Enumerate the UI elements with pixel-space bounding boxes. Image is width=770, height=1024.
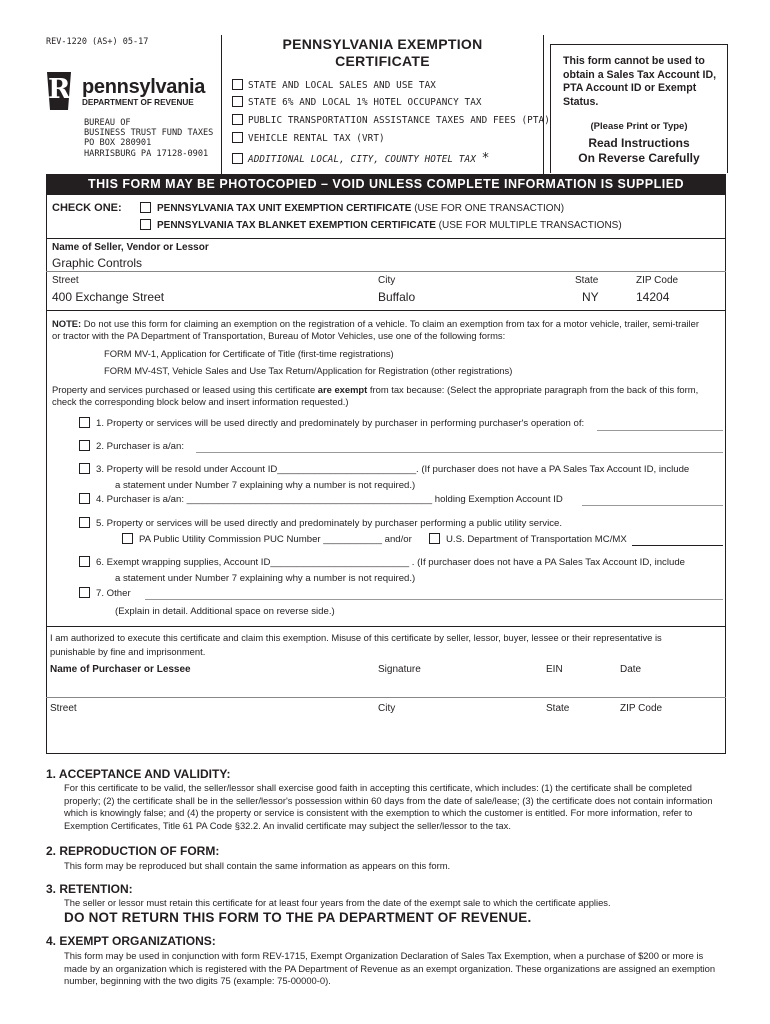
checkbox[interactable] <box>232 153 243 164</box>
reason-1-field[interactable] <box>597 430 723 431</box>
notice-warning: This form cannot be used to obtain a Sales Tax Account ID, PTA Account ID or Exempt Status. <box>563 55 717 108</box>
reason-6[interactable]: 6. Exempt wrapping supplies, Account ID__________________________ . (If purchaser does not have a PA Sales Tax Account ID, include <box>79 557 685 568</box>
section-reproduction-heading: 2. REPRODUCTION OF FORM: <box>46 844 220 858</box>
seller-state-label: State <box>575 275 599 286</box>
read-instructions: Read Instructions On Reverse Carefully <box>578 136 700 165</box>
seller-street-field[interactable]: 400 Exchange Street <box>52 290 165 304</box>
do-not-return-notice: DO NOT RETURN THIS FORM TO THE PA DEPARTMENT OF REVENUE. <box>64 910 532 925</box>
date-label: Date <box>620 664 642 675</box>
checkbox[interactable] <box>79 493 90 504</box>
reason-7[interactable]: 7. Other <box>79 588 131 599</box>
blanket-certificate-option[interactable]: PENNSYLVANIA TAX BLANKET EXEMPTION CERTIFICATE (USE FOR MULTIPLE TRANSACTIONS) <box>140 220 622 231</box>
divider <box>46 238 726 239</box>
tax-type-hotel[interactable]: STATE 6% AND LOCAL 1% HOTEL OCCUPANCY TAX <box>232 97 482 108</box>
checkbox[interactable] <box>232 96 243 107</box>
divider <box>46 310 726 311</box>
reason-5-mcmx-field[interactable] <box>632 545 723 546</box>
photocopy-banner: THIS FORM MAY BE PHOTOCOPIED – VOID UNLESS COMPLETE INFORMATION IS SUPPLIED <box>46 174 726 195</box>
ein-label: EIN <box>546 664 563 675</box>
check-one-label: CHECK ONE: <box>52 202 122 214</box>
seller-name-field[interactable]: Graphic Controls <box>52 256 143 270</box>
divider <box>46 697 726 698</box>
reason-4[interactable]: 4. Purchaser is a/an: ______________________________________________ holding Exemption Account ID <box>79 494 563 505</box>
frame-right <box>725 195 726 753</box>
page-title: PENNSYLVANIA EXEMPTION CERTIFICATE <box>282 36 483 69</box>
reason-5-puc[interactable]: PA Public Utility Commission PUC Number ___________ and/or <box>122 534 412 545</box>
tax-type-pta[interactable]: PUBLIC TRANSPORTATION ASSISTANCE TAXES AND FEES (PTA) <box>232 115 550 126</box>
tax-type-vrt[interactable]: VEHICLE RENTAL TAX (VRT) <box>232 133 385 144</box>
form-mv4st: FORM MV-4ST, Vehicle Sales and Use Tax Return/Application for Registration (other registrations) <box>104 365 513 376</box>
reason-1[interactable]: 1. Property or services will be used directly and predominately by purchaser in performing purchaser's operation of: <box>79 418 584 429</box>
header-divider <box>543 35 544 174</box>
section-retention-text: The seller or lessor must retain this certificate for at least four years from the date of the exempt sale to which the certificate applies. <box>64 897 611 908</box>
notice-box <box>550 44 728 173</box>
tax-type-sales-use[interactable]: STATE AND LOCAL SALES AND USE TAX <box>232 80 436 91</box>
section-retention-heading: 3. RETENTION: <box>46 882 133 896</box>
logo-wordmark: pennsylvania <box>82 76 206 98</box>
form-mv1: FORM MV-1, Application for Certificate of Title (first-time registrations) <box>104 348 394 359</box>
divider <box>46 626 726 627</box>
unit-certificate-option[interactable]: PENNSYLVANIA TAX UNIT EXEMPTION CERTIFICATE (USE FOR ONE TRANSACTION) <box>140 203 564 214</box>
checkbox[interactable] <box>122 533 133 544</box>
tax-type-local-hotel[interactable]: ADDITIONAL LOCAL, CITY, COUNTY HOTEL TAX * <box>232 151 490 166</box>
print-instruction: (Please Print or Type) <box>590 121 688 132</box>
checkbox[interactable] <box>79 417 90 428</box>
checkbox[interactable] <box>79 440 90 451</box>
form-number: REV-1220 (AS+) 05-17 <box>46 37 149 47</box>
seller-city-label: City <box>378 275 396 286</box>
seller-zip-label: ZIP Code <box>636 275 679 286</box>
pa-keystone-logo-icon: R <box>44 70 74 112</box>
purchaser-city-label: City <box>378 703 396 714</box>
reason-3-note: a statement under Number 7 explaining why a number is not required.) <box>115 480 416 491</box>
checkbox[interactable] <box>140 202 151 213</box>
checkbox[interactable] <box>79 556 90 567</box>
section-acceptance-heading: 1. ACCEPTANCE AND VALIDITY: <box>46 767 231 781</box>
checkbox[interactable] <box>79 517 90 528</box>
checkbox[interactable] <box>429 533 440 544</box>
vehicle-note: NOTE: Do not use this form for claiming an exemption on the registration of a vehicle. To claim an exemption from tax for a motor vehicle, trailer, semi-trailer or tractor with the PA Department of Transportation, Bureau of Motor Vehicles, use one of the following forms: <box>52 318 699 341</box>
reason-2[interactable]: 2. Purchaser is a/an: <box>79 441 184 452</box>
seller-zip-field[interactable]: 14204 <box>636 290 670 304</box>
reason-7-explain: (Explain in detail. Additional space on reverse side.) <box>115 606 335 617</box>
frame-left <box>46 195 47 753</box>
checkbox[interactable] <box>232 114 243 125</box>
purchaser-zip-label: ZIP Code <box>620 703 663 714</box>
section-exempt-orgs-text: This form may be used in conjunction with form REV-1715, Exempt Organization Declaration of Sales Tax Exemption, when a purchase of $200 or more is made by an organization which is registered with the PA Department of Revenue as an exempt organization. These organizations are assigned an exemption number, beginning with the two digits 75 (example: 75-00000-0). <box>64 950 716 987</box>
reason-6-note: a statement under Number 7 explaining why a number is not required.) <box>115 573 416 584</box>
reason-5[interactable]: 5. Property or services will be used directly and predominately by purchaser performing a public utility service. <box>79 518 562 529</box>
section-acceptance-text: For this certificate to be valid, the seller/lessor shall exercise good faith in accepting this certificate, which includes: (1) the certificate shall be completed properly; (2) the certificate shall be in the seller/lessor's possession within 60 days from the date of sale/lease; (3) the certificate does not contain information which is knowingly false; and (4) the property or service is consistent with the exemption to which the customer is entitled. For more information, refer to Exemption Certificates, Title 61 PA Code §32.2. An invalid certificate may subject the seller/lessor to the tax. <box>64 782 713 831</box>
seller-street-label: Street <box>52 275 79 286</box>
reason-3[interactable]: 3. Property will be resold under Account ID__________________________. (If purchaser does not have a PA Sales Tax Account ID, include <box>79 464 689 475</box>
checkbox[interactable] <box>79 463 90 474</box>
divider <box>46 271 726 272</box>
checkbox[interactable] <box>140 219 151 230</box>
section-exempt-orgs-heading: 4. EXEMPT ORGANIZATIONS: <box>46 934 216 948</box>
seller-state-field[interactable]: NY <box>582 290 599 304</box>
checkbox[interactable] <box>79 587 90 598</box>
checkbox[interactable] <box>232 79 243 90</box>
frame-bottom <box>46 753 726 754</box>
reason-5-usdot[interactable]: U.S. Department of Transportation MC/MX <box>429 534 627 545</box>
purchaser-state-label: State <box>546 703 570 714</box>
reason-7-field[interactable] <box>145 599 723 600</box>
signature-label: Signature <box>378 664 421 675</box>
logo-department: DEPARTMENT OF REVENUE <box>82 98 194 107</box>
reason-2-field[interactable] <box>196 452 723 453</box>
bureau-address: BUREAU OF BUSINESS TRUST FUND TAXES PO BOX 280901 HARRISBURG PA 17128-0901 <box>84 118 214 159</box>
purchaser-street-label: Street <box>50 703 77 714</box>
property-intro: Property and services purchased or leased using this certificate are exempt from tax because: (Select the appropriate paragraph from the back of this form, check the corresponding block below and insert information requested.) <box>52 384 699 407</box>
checkbox[interactable] <box>232 132 243 143</box>
purchaser-name-label: Name of Purchaser or Lessee <box>50 664 191 675</box>
authorization-statement: I am authorized to execute this certificate and claim this exemption. Misuse of this certificate by seller, lessor, buyer, lessee or their representative is punishable by fine and imprisonment. <box>50 632 662 657</box>
reason-4-field[interactable] <box>582 505 723 506</box>
seller-name-label: Name of Seller, Vendor or Lessor <box>52 242 209 253</box>
seller-city-field[interactable]: Buffalo <box>378 290 416 304</box>
section-reproduction-text: This form may be reproduced but shall contain the same information as appears on this form. <box>64 860 451 871</box>
